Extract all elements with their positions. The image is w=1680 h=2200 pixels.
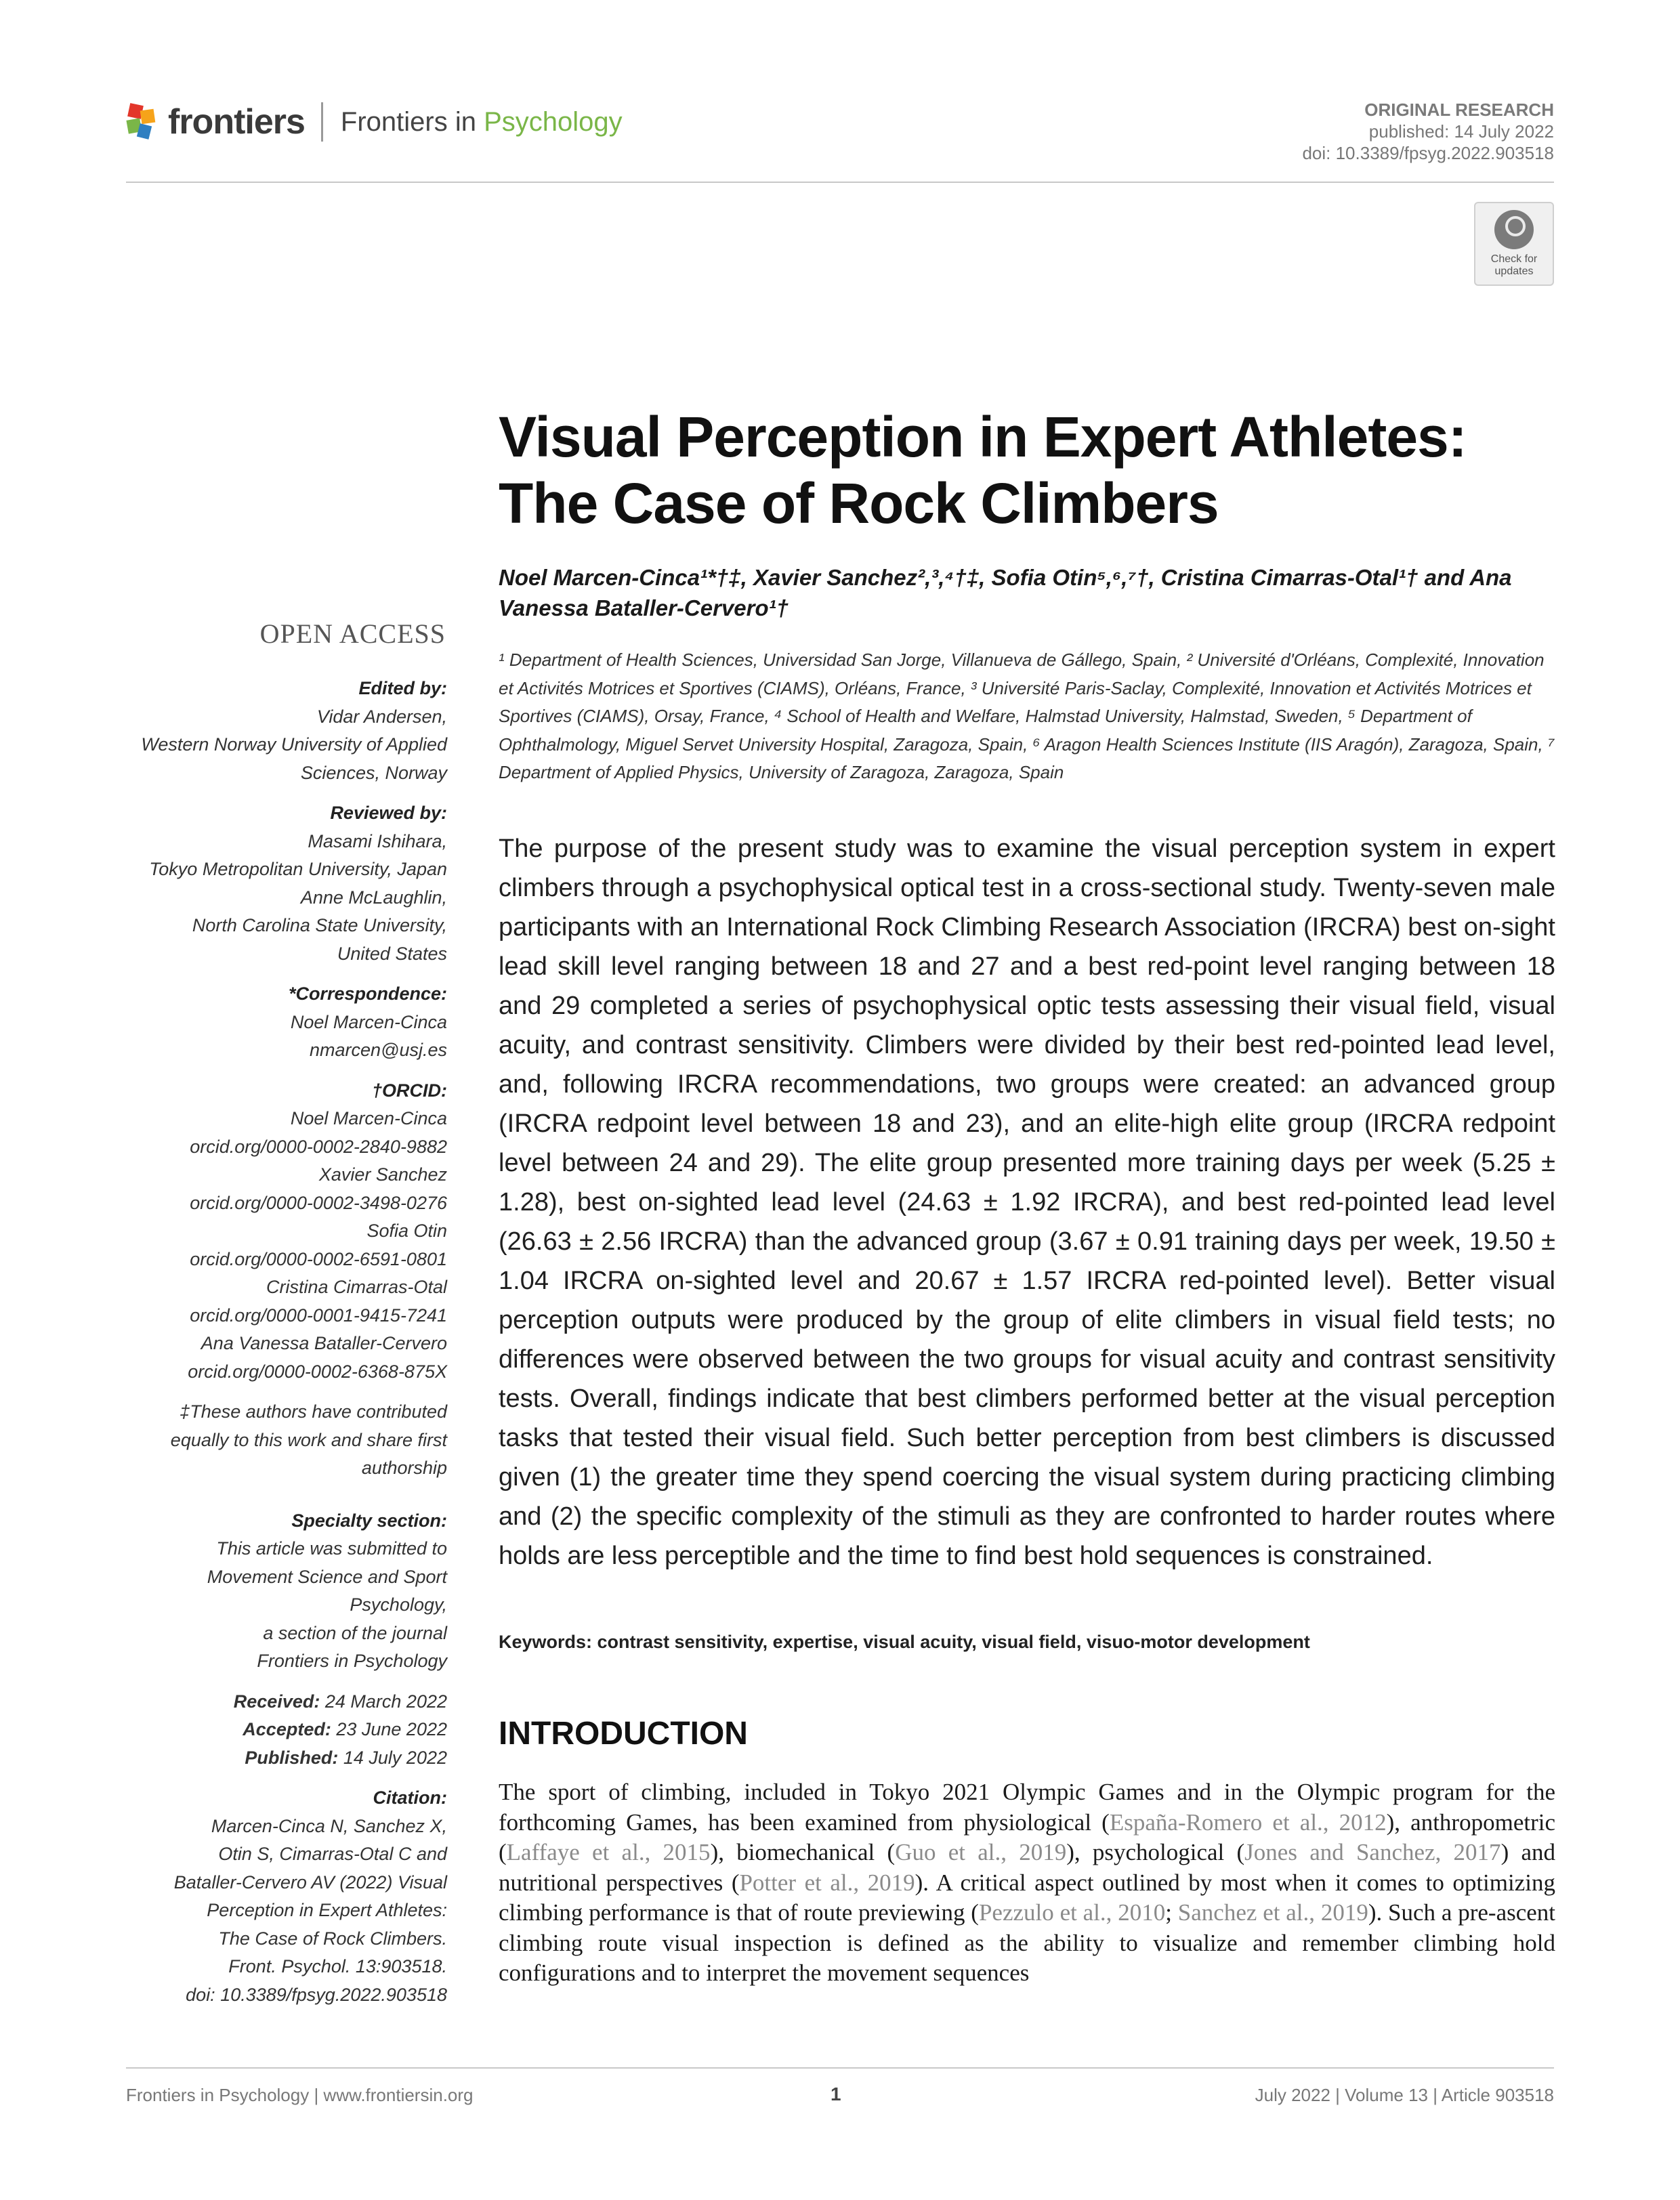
- update-icon: [1494, 210, 1534, 249]
- received-value: 24 March 2022: [324, 1691, 447, 1712]
- accepted-date: [68, 1716, 447, 1744]
- accepted-label: Accepted:: [243, 1719, 331, 1739]
- sidebar-line[interactable]: Noel Marcen-Cinca: [290, 1108, 447, 1128]
- sidebar-line: Frontiers in Psychology: [257, 1651, 447, 1671]
- citation-label: Citation:: [373, 1788, 447, 1808]
- open-access-label: OPEN ACCESS: [259, 618, 446, 649]
- citation-link[interactable]: Guo et al., 2019: [895, 1839, 1067, 1865]
- intro-text-segment: ;: [1165, 1899, 1178, 1926]
- sidebar-line: Western Norway University of Applied: [141, 734, 447, 755]
- sidebar-line: Tokyo Metropolitan University, Japan: [149, 859, 447, 879]
- sidebar-line: Vidar Andersen,: [316, 706, 447, 727]
- sidebar-line: Bataller-Cervero AV (2022) Visual: [173, 1871, 447, 1892]
- correspondence-info[interactable]: [68, 1009, 447, 1065]
- author-list: Noel Marcen-Cinca¹*†‡, Xavier Sanchez²,³,⁴†‡, Sofia Otin⁵,⁶,⁷†, Cristina Cimarras-Otal¹† and Ana Vanessa Bataller-Cervero¹†: [499, 565, 1512, 620]
- sidebar-line: Perception in Expert Athletes:: [207, 1900, 447, 1920]
- sidebar-line: Masami Ishihara,: [308, 830, 447, 851]
- sidebar-line: doi: 10.3389/fpsyg.2022.903518: [186, 1984, 447, 2005]
- sidebar-line: ‡These authors have contributed: [180, 1401, 447, 1422]
- citation-link[interactable]: España-Romero et al., 2012: [1109, 1808, 1387, 1836]
- header-divider: [126, 182, 1554, 183]
- sidebar-line[interactable]: Noel Marcen-Cinca: [290, 1011, 447, 1032]
- frontiers-logo-icon: [126, 103, 159, 141]
- citation-info: [68, 1813, 447, 2010]
- sidebar-line[interactable]: orcid.org/0000-0001-9415-7241: [190, 1305, 447, 1326]
- journal-suffix: Psychology: [484, 106, 623, 137]
- reviewer-info: [68, 828, 447, 969]
- check-for-updates-button[interactable]: [1474, 202, 1554, 286]
- reviewed-by-label: Reviewed by:: [330, 803, 447, 823]
- correspondence-label: *Correspondence:: [288, 983, 447, 1004]
- sidebar-line: Movement Science and Sport: [207, 1566, 447, 1587]
- doi[interactable]: doi: 10.3389/fpsyg.2022.903518: [1302, 143, 1554, 163]
- sidebar-line: Psychology,: [350, 1594, 447, 1615]
- page-number: 1: [831, 2083, 841, 2104]
- article-sidebar: [68, 675, 447, 2009]
- introduction-text: [499, 1777, 1555, 1989]
- introduction-heading: INTRODUCTION: [499, 1716, 748, 1752]
- intro-text-segment: ). A critical aspect outlined by most when it comes to optimizing climbing performance is that of route previewing (: [499, 1869, 1555, 1926]
- sidebar-line[interactable]: orcid.org/0000-0002-2840-9882: [190, 1136, 447, 1157]
- sidebar-line: North Carolina State University,: [192, 915, 447, 935]
- intro-text-segment: ), anthropometric (: [499, 1808, 1555, 1865]
- sidebar-line: Marcen-Cinca N, Sanchez X,: [211, 1815, 447, 1836]
- published-value: 14 July 2022: [343, 1747, 447, 1768]
- intro-text-segment: ) and nutritional perspectives (: [499, 1839, 1555, 1896]
- intro-text-segment: The sport of climbing, included in Tokyo 2021 Olympic Games and in the Olympic program for the forthcoming Games, has been examined from physiological (: [499, 1779, 1555, 1836]
- check-for-updates-label: Check for updates: [1490, 253, 1538, 277]
- footer-journal[interactable]: Frontiers in Psychology | www.frontiersin.org: [126, 2085, 474, 2105]
- sidebar-line[interactable]: Sofia Otin: [366, 1221, 447, 1241]
- specialty-label: Specialty section:: [291, 1510, 447, 1531]
- abstract: The purpose of the present study was to examine the visual perception system in expert climbers through a psychophysical optical test in a cross-sectional study. Twenty-seven male participants with an International Rock Climbing Research Association (IRCRA) best on-sight lead skill level ranging between 18 and 27 and a best red-point level ranging between 18 and 29 completed a series of psychophysical optic tests assessing their visual field, visual acuity, and contrast sensitivity. Climbers were divided by their best red-pointed lead level, and, following IRCRA recommendations, two groups were created: an advanced group (IRCRA redpoint level between 18 and 23), and an elite-high elite group (IRCRA redpoint level between 24 and 29). The elite group presented more training days per week (5.25 ± 1.28), best on-sighted lead level (24.63 ± 1.92 IRCRA), and best red-pointed lead level (26.63 ± 2.56 IRCRA) than the advanced group (3.67 ± 0.91 training days per week, 19.50 ± 1.04 IRCRA on-sighted level and 20.67 ± 1.57 IRCRA red-pointed level). Better visual perception outputs were produced by the group of elite climbers in visual field tests; no differences were observed between the two groups for visual acuity and contrast sensitivity tests. Overall, findings indicate that best climbers performed better at the visual perception tasks that tested their visual field. Such better perception from best climbers is discussed given (1) the greater time they spend coercing the visual system during practicing climbing and (2) the specific complexity of the stimuli as they are confronted to harder routes where holds are less perceptible and the time to find best hold sequences is constrained.: [499, 834, 1555, 1570]
- sidebar-line: authorship: [361, 1458, 447, 1478]
- logo-divider: [321, 102, 323, 142]
- sidebar-line: The Case of Rock Climbers.: [218, 1928, 447, 1949]
- sidebar-line[interactable]: Xavier Sanchez: [318, 1164, 447, 1185]
- affiliations: ¹ Department of Health Sciences, Universidad San Jorge, Villanueva de Gállego, Spain, ² Université d'Orléans, Complexité, Innovation et Activités Motrices et Sportives (CIAMS), Orléans, France, ³ Université Paris-Saclay, Complexité, Innovation et Activités Motrices et Sportives (CIAMS), Orsay, France, ⁴ School of Health and Welfare, Halmstad University, Halmstad, Sweden, ⁵ Department of Ophthalmology, Miguel Servet University Hospital, Zaragoza, Spain, ⁶ Aragon Health Sciences Institute (IIS Aragón), Zaragoza, Spain, ⁷ Department of Applied Physics, University of Zaragoza, Zaragoza, Spain: [499, 650, 1555, 782]
- sidebar-line: United States: [337, 943, 447, 964]
- citation-link[interactable]: Pezzulo et al., 2010: [978, 1899, 1166, 1926]
- published-date: published: 14 July 2022: [1368, 121, 1554, 142]
- sidebar-line[interactable]: orcid.org/0000-0002-3498-0276: [190, 1192, 447, 1213]
- citation-link[interactable]: Jones and Sanchez, 2017: [1244, 1839, 1501, 1865]
- intro-text-segment: ). Such a pre-ascent climbing route visual inspection is defined as the ability to visualize and remember climbing hold configurations and to interpret the movement sequences: [499, 1899, 1556, 1986]
- article-title: Visual Perception in Expert Athletes: The Case of Rock Climbers: [499, 405, 1467, 535]
- citation-link[interactable]: Laffaye et al., 2015: [506, 1839, 711, 1865]
- sidebar-line[interactable]: Cristina Cimarras-Otal: [266, 1277, 447, 1297]
- sidebar-line: Sciences, Norway: [300, 762, 447, 783]
- specialty-info: [68, 1535, 447, 1676]
- sidebar-line: Otin S, Cimarras-Otal C and: [218, 1844, 447, 1864]
- sidebar-line[interactable]: Ana Vanessa Bataller-Cervero: [201, 1333, 447, 1353]
- orcid-label: †ORCID:: [371, 1080, 447, 1101]
- intro-text-segment: ), psychological (: [1066, 1839, 1245, 1865]
- sidebar-line: equally to this work and share first: [170, 1429, 447, 1450]
- footer-divider: [126, 2067, 1554, 2069]
- received-label: Received:: [233, 1691, 320, 1712]
- orcid-list[interactable]: [68, 1105, 447, 1386]
- published-date-sidebar: [68, 1744, 447, 1773]
- sidebar-line[interactable]: orcid.org/0000-0002-6591-0801: [190, 1248, 447, 1269]
- sidebar-line: Anne McLaughlin,: [300, 887, 447, 908]
- intro-text-segment: ), biomechanical (: [710, 1839, 896, 1865]
- sidebar-line: This article was submitted to: [216, 1538, 447, 1559]
- accepted-value: 23 June 2022: [336, 1719, 447, 1739]
- editor-info: [68, 703, 447, 788]
- article-type: ORIGINAL RESEARCH: [1364, 100, 1554, 120]
- citation-link[interactable]: Potter et al., 2019: [739, 1869, 915, 1896]
- brand-name: frontiers: [168, 102, 305, 142]
- received-date: [68, 1688, 447, 1716]
- citation-link[interactable]: Sanchez et al., 2019: [1177, 1899, 1368, 1926]
- published-label: Published:: [245, 1747, 339, 1768]
- sidebar-line[interactable]: nmarcen@usj.es: [310, 1040, 447, 1060]
- footer-issue: July 2022 | Volume 13 | Article 903518: [1255, 2085, 1554, 2105]
- article-meta: [1302, 99, 1554, 164]
- frontiers-logo[interactable]: [126, 102, 623, 142]
- sidebar-line[interactable]: orcid.org/0000-0002-6368-875X: [188, 1361, 447, 1382]
- sidebar-line: a section of the journal: [263, 1622, 447, 1643]
- equal-contribution-note: [68, 1398, 447, 1483]
- sidebar-line: Front. Psychol. 13:903518.: [228, 1956, 447, 1976]
- journal-prefix: Frontiers in: [340, 106, 484, 137]
- journal-name: [341, 107, 623, 138]
- edited-by-label: Edited by:: [358, 678, 447, 698]
- keywords: Keywords: contrast sensitivity, expertise, visual acuity, visual field, visuo-motor development: [499, 1632, 1310, 1652]
